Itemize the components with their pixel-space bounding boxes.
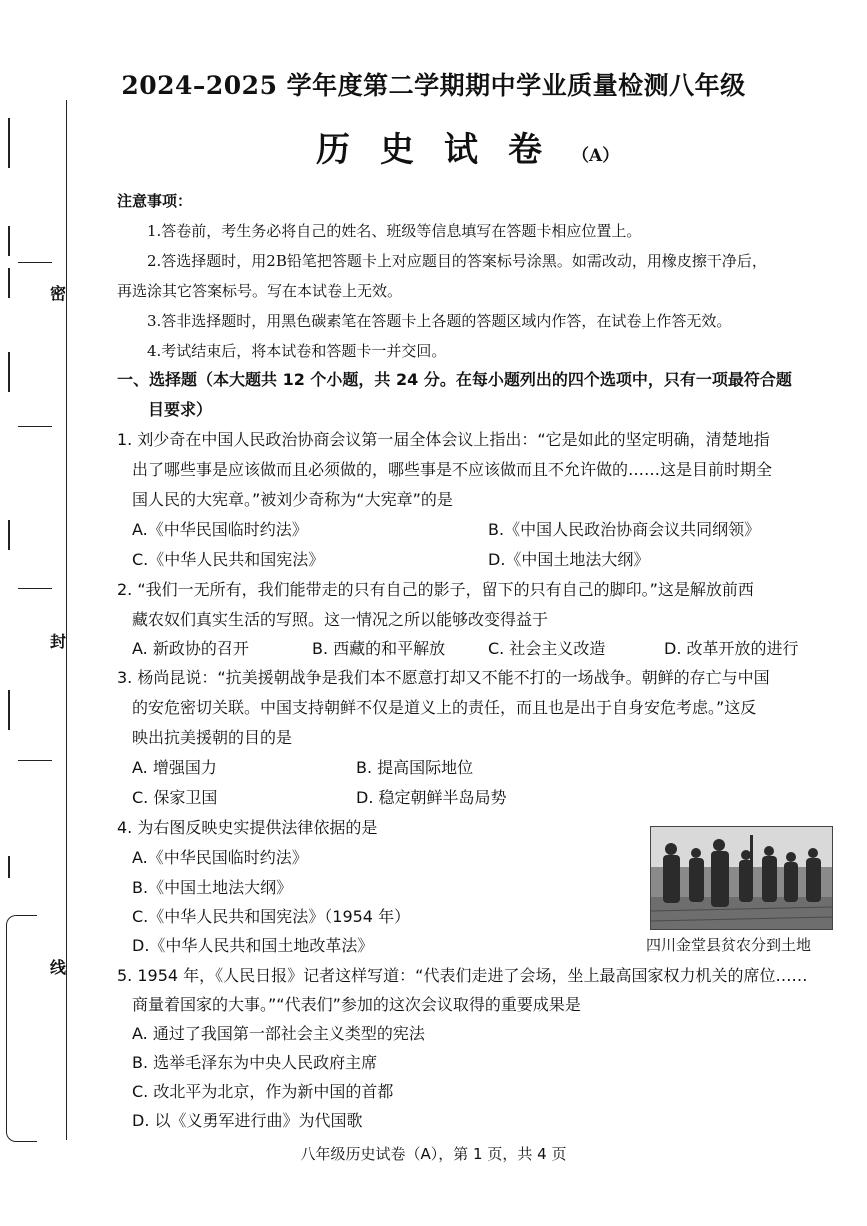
question-1-option-d[interactable]: D.《中国土地法大纲》 [488,550,650,569]
question-3-option-d[interactable]: D. 稳定朝鲜半岛局势 [356,788,507,807]
question-2-stem: 藏农奴们真实生活的写照。这一情况之所以能够改变得益于 [132,610,549,629]
margin-edge-mark [8,520,10,550]
notice-item: 2.答选择题时，用2B铅笔把答题卡上对应题目的答案标号涂黑。如需改动，用橡皮擦干净后， [147,252,767,270]
subject-name: 历史试卷 [316,130,572,170]
question-3-stem: 3. 杨尚昆说：“抗美援朝战争是我们本不愿意打却又不能不打的一场战争。朝鲜的存亡与中国 [117,668,770,687]
notice-item: 4.考试结束后，将本试卷和答题卡一并交回。 [147,342,447,360]
section-heading: 一、选择题（本大题共 12 个小题，共 24 分。在每小题列出的四个选项中，只有一项最符合题 [117,370,792,389]
question-5-option-c[interactable]: C. 改北平为北京，作为新中国的首都 [132,1082,394,1101]
margin-edge-mark [8,856,10,878]
question-3-option-c[interactable]: C. 保家卫国 [132,788,218,807]
margin-tick [18,760,52,761]
question-5-option-d[interactable]: D. 以《义勇军进行曲》为代国歌 [132,1111,363,1130]
question-4-option-a[interactable]: A.《中华民国临时约法》 [132,848,308,867]
land-distribution-photo [650,826,833,930]
question-5-option-a[interactable]: A. 通过了我国第一部社会主义类型的宪法 [132,1024,425,1043]
land-distribution-photo-illustration [651,827,832,929]
margin-tick [18,262,52,263]
question-1-option-b[interactable]: B.《中国人民政治协商会议共同纲领》 [488,520,761,539]
exam-title: 2024–2025 学年度第二学期期中学业质量检测八年级 [121,71,746,100]
notice-item: 再选涂其它答案标号。写在本试卷上无效。 [117,282,403,300]
binding-seal-feng: 封 [50,632,67,651]
margin-edge-mark [8,690,10,730]
question-4-option-c[interactable]: C.《中华人民共和国宪法》（1954 年） [132,907,411,926]
question-3-stem: 映出抗美援朝的目的是 [132,728,293,747]
question-4-stem: 4. 为右图反映史实提供法律依据的是 [117,818,378,837]
question-1-stem: 1. 刘少奇在中国人民政治协商会议第一届全体会议上指出：“它是如此的坚定明确，清楚地指 [117,430,770,449]
question-1-option-c[interactable]: C.《中华人民共和国宪法》 [132,550,325,569]
question-3-option-a[interactable]: A. 增强国力 [132,758,217,777]
margin-edge-mark [8,268,10,298]
binding-line [66,100,67,1140]
margin-tick [18,588,52,589]
photo-caption: 四川金堂县贫农分到土地 [646,936,812,954]
binding-seal-xian: 线 [50,958,67,977]
question-4-option-b[interactable]: B.《中国土地法大纲》 [132,878,293,897]
notice-item: 3.答非选择题时，用黑色碳素笔在答题卡上各题的答题区域内作答，在试卷上作答无效。 [147,312,732,330]
binding-seal-mi: 密 [50,284,67,303]
question-3-stem: 的安危密切关联。中国支持朝鲜不仅是道义上的责任，而且也是出于自身安危考虑。”这反 [132,698,757,717]
question-1-stem: 出了哪些事是应该做而且必须做的，哪些事是不应该做而且不允许做的……这是目前时期全 [132,460,773,479]
margin-bracket [6,915,37,1142]
margin-edge-mark [8,352,10,392]
section-heading-cont: 目要求） [148,400,213,419]
page-footer: 八年级历史试卷（A），第 1 页，共 4 页 [300,1145,567,1163]
subject-title [316,122,619,171]
question-1-stem: 国人民的大宪章。”被刘少奇称为“大宪章”的是 [132,490,453,509]
notice-heading: 注意事项： [117,192,193,210]
margin-edge-mark [8,118,10,168]
version-label: （A） [572,146,620,166]
question-2-option-b[interactable]: B. 西藏的和平解放 [312,639,446,658]
question-2-option-a[interactable]: A. 新政协的召开 [132,639,249,658]
question-2-stem: 2. “我们一无所有，我们能带走的只有自己的影子，留下的只有自己的脚印。”这是解放前西 [117,580,754,599]
question-2-option-c[interactable]: C. 社会主义改造 [488,639,606,658]
margin-tick [18,426,52,427]
question-5-stem: 5. 1954 年，《人民日报》记者这样写道：“代表们走进了会场，坐上最高国家权力机关的席位…… [117,966,808,985]
margin-edge-mark [8,226,10,256]
question-3-option-b[interactable]: B. 提高国际地位 [356,758,474,777]
question-4-option-d[interactable]: D.《中华人民共和国土地改革法》 [132,936,374,955]
question-5-option-b[interactable]: B. 选举毛泽东为中央人民政府主席 [132,1053,378,1072]
question-2-option-d[interactable]: D. 改革开放的进行 [664,639,799,658]
notice-item: 1.答卷前，考生务必将自己的姓名、班级等信息填写在答题卡相应位置上。 [147,222,642,240]
question-5-stem: 商量着国家的大事。”“代表们”参加的这次会议取得的重要成果是 [132,995,581,1014]
question-1-option-a[interactable]: A.《中华民国临时约法》 [132,520,308,539]
